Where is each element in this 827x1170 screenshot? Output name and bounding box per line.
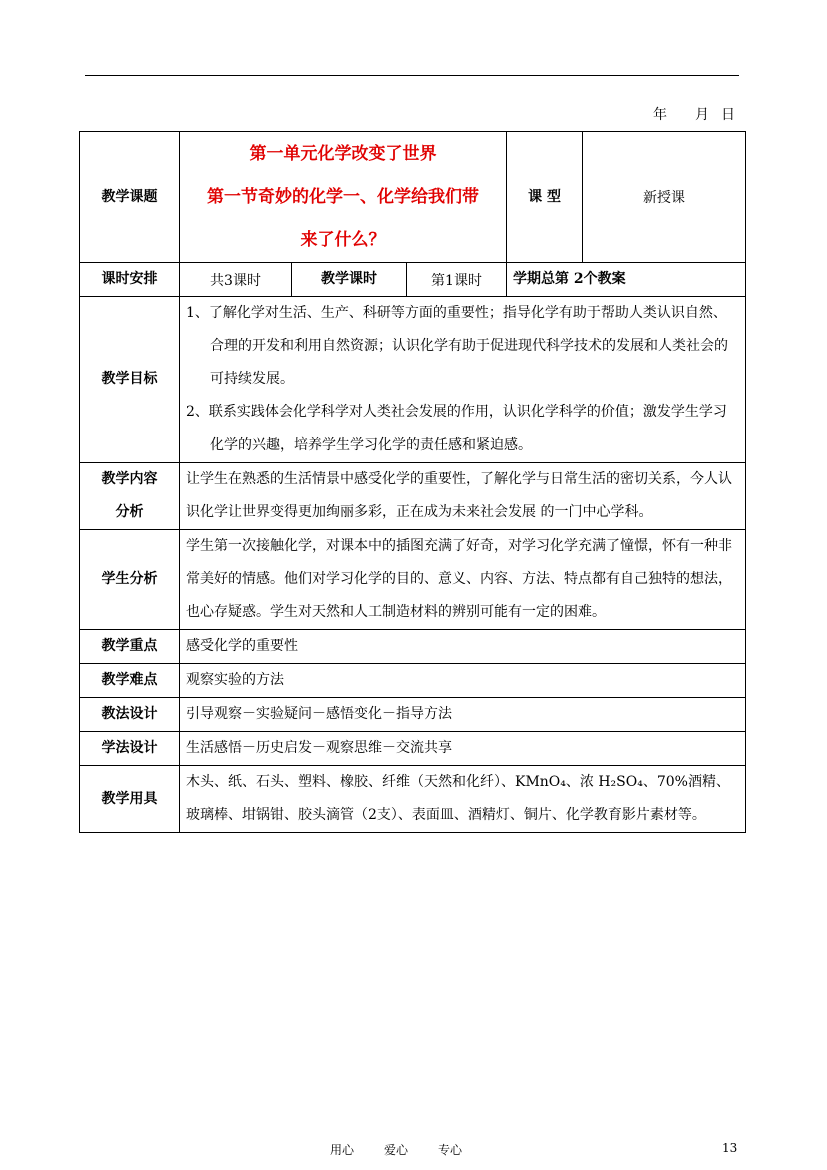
total-value: 学期总第 2个教案 [507,263,746,297]
method-value: 引导观察－实验疑问－感悟变化－指导方法 [180,698,746,732]
goals-cell [180,297,746,463]
content-value: 让学生在熟悉的生活情景中感受化学的重要性，了解化学与日常生活的密切关系，今人认识化学让世界变得更加绚丽多彩，正在成为未来社会发展 的一门中心学科。 [180,463,746,530]
goal-item-1: 1、了解化学对生活、生产、科研等方面的重要性；指导化学有助于帮助人类认识自然、合理的开发和利用自然资源；认识化学有助于促进现代科学技术的发展和人类社会的可持续发展。 [186,305,728,387]
student-value: 学生第一次接触化学，对课本中的插图充满了好奇，对学习化学充满了憧憬，怀有一种非常美好的情感。他们对学习化学的目的、意义、内容、方法、特点都有自己独特的想法，也心存疑惑。学生对天然和人工制造材料的辨别可能有一定的困难。 [180,530,746,630]
row-difficulty [80,664,746,698]
row-focus [80,630,746,664]
row-student [80,530,746,630]
row-tools [80,766,746,833]
motto-1: 用心 [330,1143,355,1157]
row-method [80,698,746,732]
lesson-title [180,132,507,263]
row-learn [80,732,746,766]
month-label: 月 [695,107,709,123]
motto-3: 专心 [438,1143,463,1157]
day-label: 日 [721,107,735,123]
title-line-3: 来了什么？ [300,229,386,250]
content-label-line-1: 教学内容 [101,471,158,487]
tools-value: 木头、纸、石头、塑料、橡胶、纤维（天然和化纤）、KMnO₄、浓 H₂SO₄、70%酒精、玻璃棒、坩锅钳、胶头滴管（2支）、表面皿、酒精灯、铜片、化学教育影片素材等。 [180,766,746,833]
difficulty-label: 教学难点 [80,664,180,698]
row-goals [80,297,746,463]
student-label: 学生分析 [80,530,180,630]
row-topic [80,132,746,263]
type-value: 新授课 [583,132,746,263]
period-value: 第1课时 [407,263,507,297]
difficulty-value: 观察实验的方法 [180,664,746,698]
schedule-label: 课时安排 [80,263,180,297]
motto-2: 爱心 [384,1143,409,1157]
learn-value: 生活感悟－历史启发－观察思维－交流共享 [180,732,746,766]
row-content [80,463,746,530]
period-label: 教学课时 [292,263,407,297]
page-number: 13 [722,1141,738,1155]
lesson-plan-table [79,131,746,833]
focus-label: 教学重点 [80,630,180,664]
learn-label: 学法设计 [80,732,180,766]
footer-mottos [330,1141,492,1158]
schedule-value: 共3课时 [180,263,292,297]
focus-value: 感受化学的重要性 [180,630,746,664]
goal-item-2: 2、联系实践体会化学科学对人类社会发展的作用，认识化学科学的价值；激发学生学习化学的兴趣，培养学生学习化学的责任感和紧迫感。 [186,404,727,453]
date-line [600,104,735,124]
title-line-1: 第一单元化学改变了世界 [249,143,437,164]
row-schedule [80,263,746,297]
year-label: 年 [653,107,667,123]
type-label: 课 型 [507,132,583,263]
content-label [80,463,180,530]
content-label-line-2: 分析 [115,504,144,520]
title-line-2: 第一节奇妙的化学一、化学给我们带 [207,186,480,207]
method-label: 教法设计 [80,698,180,732]
header-rule [85,75,739,76]
goals-label: 教学目标 [80,297,180,463]
topic-label: 教学课题 [80,132,180,263]
tools-label: 教学用具 [80,766,180,833]
